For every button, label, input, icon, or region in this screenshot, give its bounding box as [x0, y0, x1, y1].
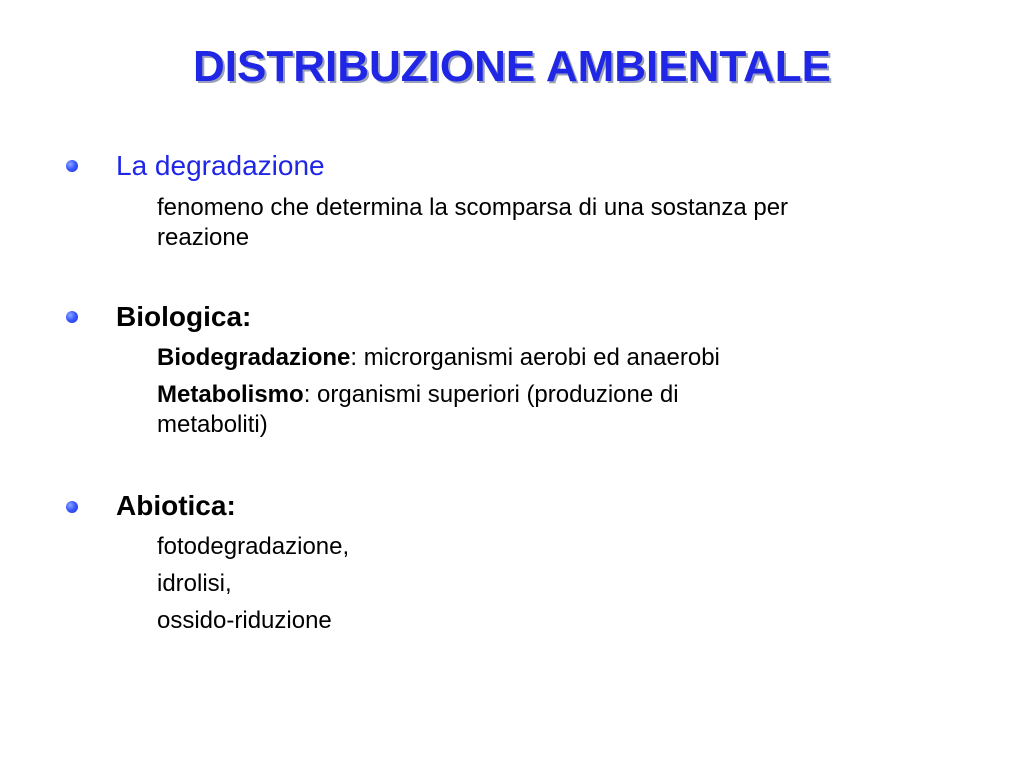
slide-title: DISTRIBUZIONE AMBIENTALE [193, 42, 831, 91]
section-heading-abiotica: Abiotica: [116, 490, 236, 521]
biodegradazione-term: Biodegradazione [157, 344, 351, 371]
abiotica-item-ossido-riduzione: ossido-riduzione [157, 607, 332, 634]
section-heading-degradazione: La degradazione [116, 150, 325, 181]
section-heading-biologica: Biologica: [116, 301, 252, 332]
definition-line-2: reazione [157, 224, 250, 251]
abiotica-item-fotodegradazione: fotodegradazione, [157, 533, 350, 560]
metabolismo-item [157, 380, 679, 410]
metabolismo-desc: : organismi superiori (produzione di [303, 381, 679, 408]
bullet-icon [66, 501, 78, 513]
metabolismo-term: Metabolismo [157, 381, 304, 408]
definition-line-1: fenomeno che determina la scomparsa di una sostanza per [157, 194, 789, 221]
bullet-icon [66, 160, 78, 172]
abiotica-item-idrolisi: idrolisi, [157, 570, 232, 597]
biodegradazione-item [157, 343, 720, 373]
metabolismo-desc-cont: metaboliti) [157, 411, 268, 438]
biodegradazione-desc: : microrganismi aerobi ed anaerobi [350, 344, 720, 371]
bullet-icon [66, 311, 78, 323]
